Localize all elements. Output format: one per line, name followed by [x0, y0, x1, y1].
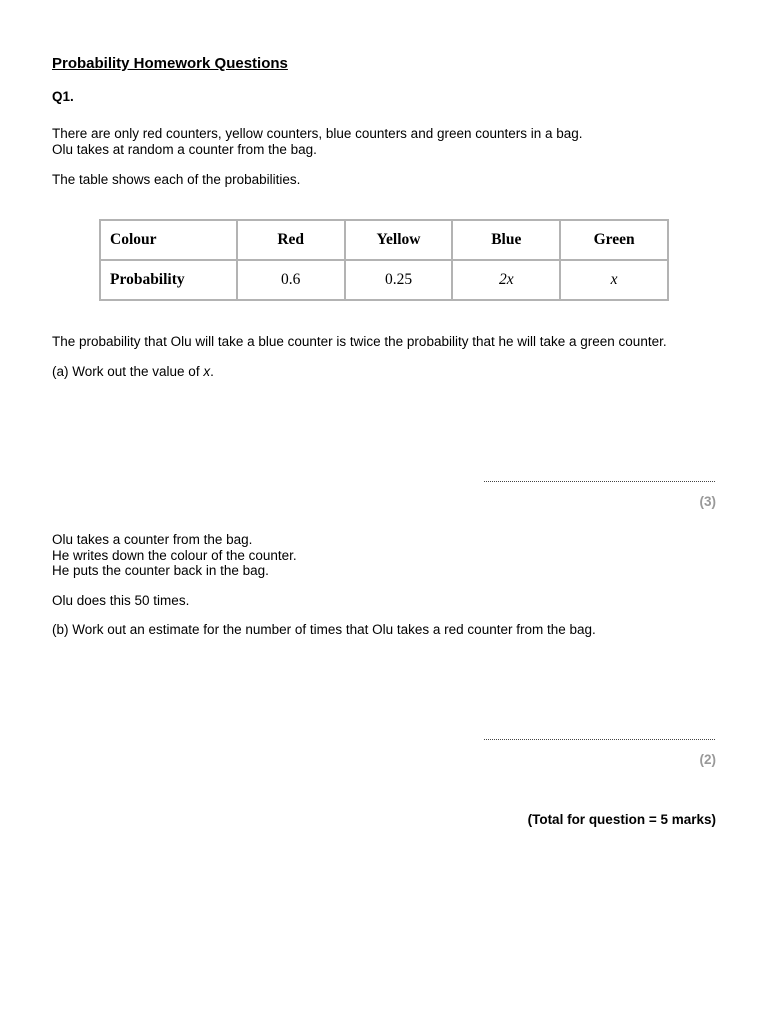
table-header-red: Red — [237, 220, 345, 260]
part-a-end: . — [210, 364, 214, 379]
table-cell-green: x — [560, 260, 668, 300]
experiment-paragraph — [52, 532, 297, 579]
intro-paragraph — [52, 126, 583, 157]
experiment-line-1: Olu takes a counter from the bag. — [52, 532, 253, 547]
table-header-yellow: Yellow — [345, 220, 453, 260]
answer-line-a[interactable] — [484, 481, 715, 482]
page-title: Probability Homework Questions — [52, 55, 288, 72]
table-intro: The table shows each of the probabilities. — [52, 172, 301, 187]
table-header-colour: Colour — [100, 220, 237, 260]
part-a-question — [52, 364, 214, 380]
table-row-label: Probability — [100, 260, 237, 300]
table-cell-blue: 2x — [452, 260, 560, 300]
part-b-question: (b) Work out an estimate for the number of times that Olu takes a red counter from the bag. — [52, 622, 596, 637]
total-marks: (Total for question = 5 marks) — [527, 812, 716, 827]
experiment-line-2: He writes down the colour of the counter. — [52, 547, 297, 563]
intro-line-2: Olu takes at random a counter from the bag. — [52, 141, 317, 157]
table-header-row — [100, 220, 668, 260]
marks-b: (2) — [699, 752, 716, 767]
condition-text: The probability that Olu will take a blue counter is twice the probability that he will take a green counter. — [52, 334, 667, 349]
question-number: Q1. — [52, 89, 74, 104]
experiment-repeat: Olu does this 50 times. — [52, 593, 190, 608]
experiment-line-3: He puts the counter back in the bag. — [52, 563, 269, 578]
answer-line-b[interactable] — [484, 739, 715, 740]
table-header-blue: Blue — [452, 220, 560, 260]
table-header-green: Green — [560, 220, 668, 260]
table-cell-yellow: 0.25 — [345, 260, 453, 300]
intro-line-1: There are only red counters, yellow counters, blue counters and green counters in a bag. — [52, 126, 583, 141]
part-a-label: (a) Work out the value of — [52, 364, 204, 379]
probability-table — [99, 219, 669, 301]
marks-a: (3) — [699, 494, 716, 509]
part-a-variable: x — [203, 364, 211, 379]
table-cell-red: 0.6 — [237, 260, 345, 300]
table-probability-row — [100, 260, 668, 300]
